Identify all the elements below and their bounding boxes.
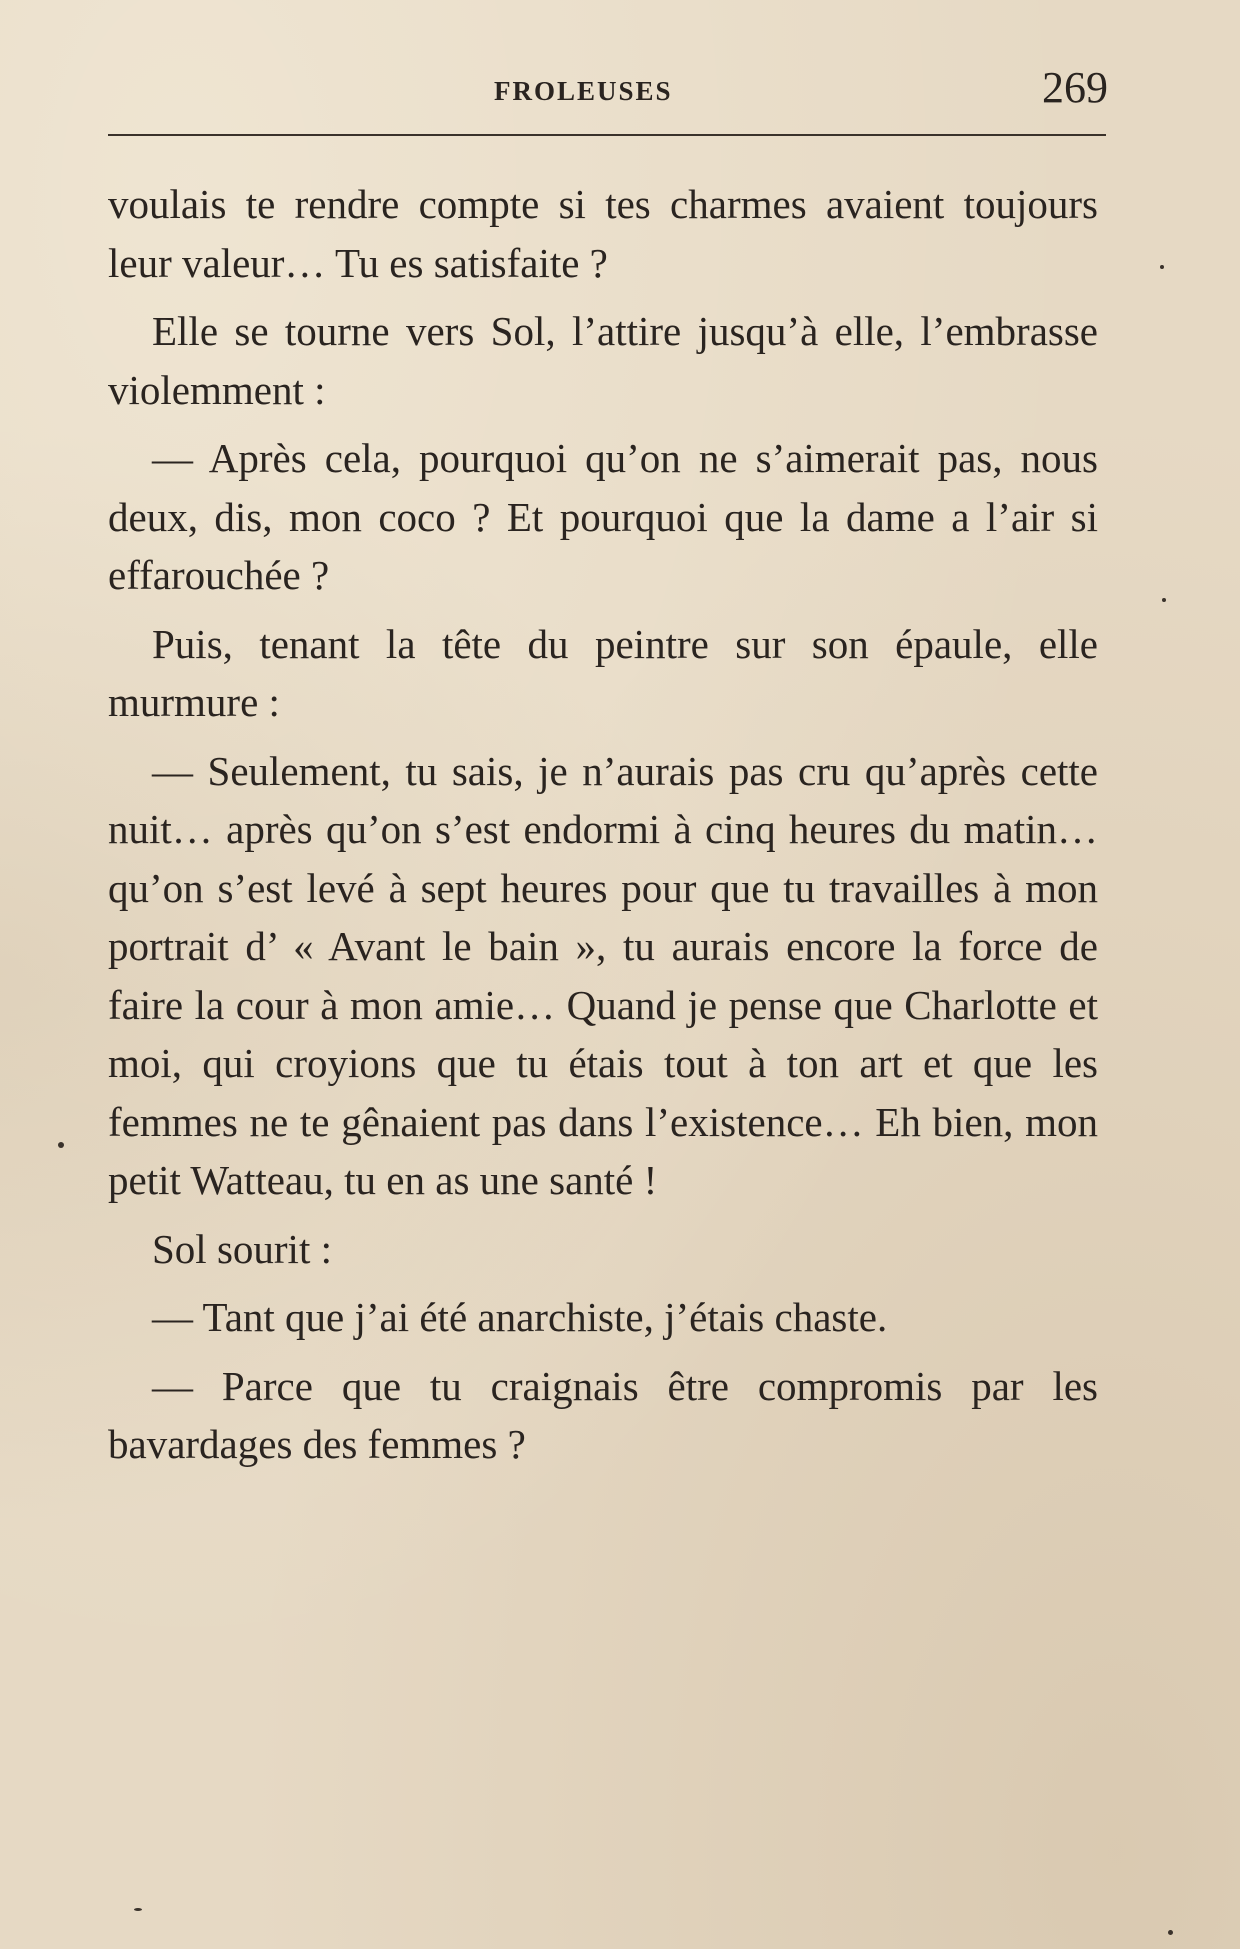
paragraph-3: — Après cela, pourquoi qu’on ne s’aimerait pas, nous deux, dis, mon coco ? Et pourquoi que la dame a l’air si effarouchée ?: [108, 435, 1098, 598]
paper-speck: [134, 1908, 142, 1911]
page-number: 269: [1042, 63, 1108, 112]
header-rule: [108, 134, 1106, 136]
paper-speck: [1160, 265, 1164, 269]
paragraph-8: — Parce que tu craignais être compromis par les bavardages des femmes ?: [108, 1362, 1098, 1467]
running-head: [108, 63, 1108, 122]
paragraph-2: Elle se tourne vers Sol, l’attire jusqu’à elle, l’embrasse violemment :: [108, 308, 1098, 413]
paragraph-5: — Seulement, tu sais, je n’aurais pas cru qu’après cette nuit… après qu’on s’est endormi à cinq heures du matin… qu’on s’est levé à sept heures pour que tu travailles à mon portrait d’ « Avant le bain », tu aurais encore la force de faire la cour à mon amie… Quand je pense que Charlotte et moi, qui croyions que tu étais tout à ton art et que les femmes ne te gênaient pas dans l’existence… Eh bien, mon petit Watteau, tu en as une santé !: [108, 747, 1098, 1203]
paper-speck: [1168, 1930, 1173, 1935]
paragraph-1: voulais te rendre compte si tes charmes avaient toujours leur valeur… Tu es satisfaite ?: [108, 181, 1098, 286]
paragraph-7: — Tant que j’ai été anarchiste, j’étais chaste.: [152, 1294, 888, 1340]
paragraph-6: Sol sourit :: [152, 1225, 332, 1272]
paper-speck: [58, 1142, 64, 1148]
body-text: [108, 175, 1098, 1484]
running-title: FROLEUSES: [494, 76, 673, 106]
paper-speck: [1162, 598, 1166, 602]
paragraph-4: Puis, tenant la tête du peintre sur son épaule, elle murmure :: [108, 620, 1098, 725]
